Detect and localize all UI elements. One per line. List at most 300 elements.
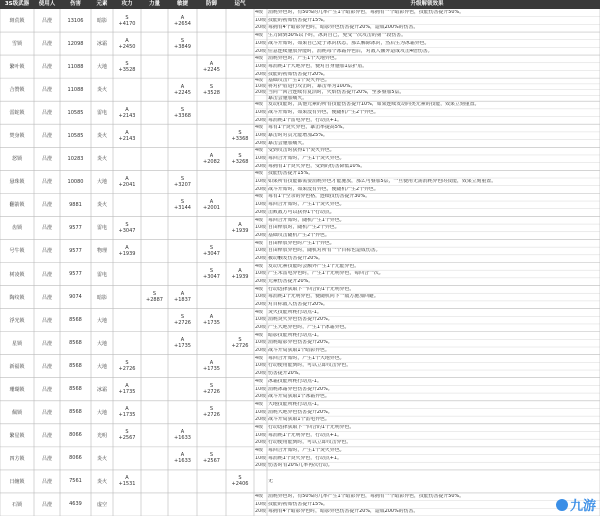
- effect-level: 10级: [255, 63, 267, 69]
- luck-stat: [226, 78, 254, 101]
- attack-stat: [113, 78, 141, 101]
- agility-stat: [168, 193, 197, 216]
- effect-level: 4级: [255, 33, 264, 39]
- strength-stat: [141, 239, 168, 262]
- header-strength: 力量: [148, 1, 160, 7]
- effect-text: 战斗开局获取1个雷电异色。: [268, 417, 330, 423]
- effect-line: [254, 310, 600, 315]
- weapon-name: 新福锁: [9, 363, 25, 370]
- agility-stat: [168, 55, 197, 78]
- strength-stat: [141, 124, 168, 147]
- effect-line: [254, 410, 600, 415]
- stat-grade: A: [125, 37, 129, 44]
- stat-grade: S: [152, 291, 157, 298]
- user-name: 吕澄: [41, 363, 52, 370]
- stat-bonus: +1735: [203, 366, 220, 373]
- damage-value: 8568: [69, 340, 82, 347]
- effect-text: 消耗炎火异色伤害提升20%。: [268, 317, 333, 323]
- stat-grade: S: [209, 452, 214, 459]
- attack-stat: [113, 286, 141, 309]
- stat-bonus: +3144: [174, 204, 191, 211]
- unlock-effects: [254, 239, 600, 262]
- header-effects: 升级解锁效果: [410, 1, 444, 7]
- stat-bonus: +2143: [118, 135, 136, 142]
- agility-stat: [168, 239, 197, 262]
- defense-stat: [197, 124, 226, 147]
- strength-stat: [141, 193, 168, 216]
- effect-line: [254, 340, 600, 345]
- user-name: 吕澄: [41, 248, 52, 255]
- effect-text: 技能的初始伤害提升15%。: [268, 17, 328, 23]
- stat-bonus: +3368: [231, 135, 249, 142]
- element: 雷电: [96, 225, 107, 232]
- stat-bonus: +2726: [203, 412, 220, 419]
- stat-grade: A: [209, 152, 214, 159]
- effect-level: 20级: [255, 509, 267, 515]
- effect-level: 20级: [255, 463, 267, 469]
- effect-text: 产生大地异色时，产生1个冰霜异色。: [268, 325, 350, 331]
- weapon-name: 翻箭锁: [9, 202, 25, 209]
- luck-stat: [226, 147, 254, 170]
- effect-line: [254, 502, 600, 507]
- unlock-effects: [254, 447, 600, 470]
- element: 炎火: [96, 133, 107, 140]
- effect-text: 基础攻击产生1个炎火异色。: [268, 78, 330, 84]
- effect-line: [254, 356, 600, 361]
- effect-text: 战斗开局获取1个冰霜异色。: [268, 394, 330, 400]
- effect-text: 任意连续施放异能时，消耗每个冰霜异色后，对敌人额外造成攻击4倍伤害。: [268, 48, 433, 54]
- effect-text: 受到攻击时获得1个炎火异色。: [268, 148, 335, 154]
- stat-bonus: +2245: [174, 89, 191, 96]
- stat-grade: A: [125, 106, 129, 113]
- effect-text: 产生未雷电异色时，产生1个光明异色，每回合一次。: [268, 271, 384, 277]
- effect-line: [254, 225, 600, 230]
- effect-text: 每消耗1个光明异色，便随机向下一敌方施加回避。: [268, 294, 379, 300]
- effect-line: [254, 141, 600, 146]
- agility-stat: [168, 401, 197, 424]
- agility-stat: [168, 355, 197, 378]
- strength-stat: [141, 216, 168, 239]
- stat-grade: S: [180, 175, 185, 182]
- stat-bonus: +2041: [118, 181, 136, 188]
- defense-stat: [197, 32, 226, 55]
- table-row: [0, 332, 600, 355]
- weapon-name: 繁叶锁: [9, 64, 25, 71]
- effect-text: 技能的初始伤害提升15%。: [268, 501, 328, 507]
- luck-stat: [226, 332, 254, 355]
- table-row: [0, 286, 600, 309]
- attack-stat: [113, 447, 141, 470]
- effect-line: [254, 463, 600, 468]
- attack-stat: [113, 216, 141, 239]
- unlock-effects: [254, 170, 600, 193]
- unlock-effects: [254, 147, 600, 170]
- damage-value: 13106: [67, 17, 84, 24]
- table-row: [0, 124, 600, 147]
- effect-text: 自由释放异色时产生1个异色。: [268, 240, 335, 246]
- stat-grade: A: [125, 244, 129, 251]
- effect-text: 将对护盾进行攻击时，暴击率为100%。: [268, 84, 356, 90]
- defense-stat: [197, 424, 226, 447]
- effect-text: 每拥有4个暗影异色时，暗影异色伤害提升20%，造成200%的伤害。: [268, 509, 419, 515]
- attack-stat: [113, 263, 141, 286]
- effect-text: 消耗大地异色伤害提升20%。: [268, 409, 333, 415]
- weapon-name: 佩锁: [11, 409, 22, 416]
- element: 大地: [96, 409, 107, 416]
- element: 大地: [96, 363, 107, 370]
- user-name: 吕澄: [41, 501, 52, 508]
- stat-bonus: +3368: [174, 112, 191, 119]
- stat-grade: A: [180, 291, 185, 298]
- damage-value: 9577: [69, 247, 82, 254]
- stat-bonus: +2654: [174, 20, 191, 27]
- agility-stat: [168, 424, 197, 447]
- strength-stat: [141, 309, 168, 332]
- effect-line: [254, 64, 600, 69]
- effect-line: [254, 333, 600, 338]
- stat-bonus: +2887: [146, 297, 163, 304]
- table-row: [0, 216, 600, 239]
- effect-line: [254, 264, 600, 269]
- stat-grade: S: [209, 268, 214, 275]
- effect-text: 每拥有1个炎火异色，受到的伤害降低10%。: [268, 163, 366, 169]
- effect-text: 消耗异色时，产生1个大地异色。: [268, 56, 340, 62]
- effect-line: [254, 18, 600, 23]
- effect-line: [254, 479, 600, 484]
- effect-line: [254, 156, 600, 161]
- defense-stat: [197, 101, 226, 124]
- effect-text: 行动使用能到时，可以立即攻击异色。: [268, 363, 352, 369]
- damage-value: 12098: [67, 40, 84, 47]
- stat-bonus: +2726: [118, 366, 136, 373]
- effect-level: 20级: [255, 25, 267, 31]
- effect-level: 20级: [255, 186, 267, 192]
- effect-level: 4级: [255, 355, 264, 361]
- luck-stat: [226, 9, 254, 32]
- effect-text: 每回合开始时，产生1个炎火异色。: [268, 447, 345, 453]
- luck-stat: [226, 32, 254, 55]
- user-name: 吕澄: [41, 64, 52, 71]
- strength-stat: [141, 401, 168, 424]
- weapon-name: 四方锁: [9, 455, 25, 462]
- effect-level: 10级: [255, 84, 267, 90]
- defense-stat: [197, 470, 226, 493]
- effect-text: 自由释放异色时，随机对所有一个目标也造成伤害。: [268, 248, 381, 254]
- agility-stat: [168, 78, 197, 101]
- effect-line: [254, 25, 600, 30]
- effect-line: [254, 102, 600, 107]
- attack-stat: [113, 55, 141, 78]
- user-name: 吕澄: [41, 41, 52, 48]
- defense-stat: [197, 401, 226, 424]
- effect-level: 20级: [255, 209, 267, 215]
- strength-stat: [141, 332, 168, 355]
- table-row: [0, 32, 600, 55]
- effect-line: [254, 348, 600, 353]
- defense-stat: [197, 9, 226, 32]
- stat-bonus: +2567: [203, 458, 220, 465]
- effect-line: [254, 179, 600, 184]
- effect-text: 消耗异色时，有50%的几率产生1个暗影异色，每拥有一个暗影异色，技能伤害提升50%。: [268, 494, 465, 500]
- watermark: [556, 495, 596, 514]
- effect-line: [254, 202, 600, 207]
- effect-line: [254, 287, 600, 292]
- effect-line: [254, 210, 600, 215]
- element: 炎火: [96, 156, 107, 163]
- stat-grade: S: [125, 429, 129, 436]
- user-name: 吕澄: [41, 225, 52, 232]
- luck-stat: [226, 470, 254, 493]
- luck-stat: [226, 355, 254, 378]
- stat-bonus: +2245: [203, 66, 220, 73]
- effect-line: [254, 84, 600, 89]
- stat-bonus: +2726: [203, 389, 220, 396]
- attack-stat: [113, 147, 141, 170]
- effect-text: 每回合开始时，产生1个大地异色。: [268, 355, 345, 361]
- weapon-name: 星锁: [11, 340, 22, 347]
- effect-line: [254, 148, 600, 153]
- stat-bonus: +1633: [174, 458, 191, 465]
- agility-stat: [168, 470, 197, 493]
- effect-line: [254, 279, 600, 284]
- effect-line: [254, 10, 600, 15]
- agility-stat: [168, 101, 197, 124]
- defense-stat: [197, 239, 226, 262]
- effect-level: 10级: [255, 271, 267, 277]
- stat-grade: A: [209, 314, 214, 321]
- damage-value: 9577: [69, 271, 82, 278]
- weapon-name: 树凌锁: [9, 271, 25, 278]
- element: 大地: [96, 64, 107, 71]
- stat-grade: S: [125, 221, 129, 228]
- damage-value: 10080: [67, 178, 84, 185]
- effect-text: 每有1个空余的异色格，连续技伤害提升30%。: [268, 194, 371, 200]
- stat-grade: S: [180, 37, 185, 44]
- unlock-effects: [254, 401, 600, 424]
- table-row: [0, 355, 600, 378]
- user-name: 吕澄: [41, 340, 52, 347]
- effect-level: 10级: [255, 179, 267, 185]
- damage-value: 11088: [67, 63, 84, 70]
- user-name: 吕澄: [41, 87, 52, 94]
- effect-level: 20级: [255, 325, 267, 331]
- effect-level: 4级: [255, 217, 264, 223]
- element: 冰霜: [96, 386, 107, 393]
- attack-stat: [113, 32, 141, 55]
- stat-bonus: +1939: [118, 250, 136, 257]
- unlock-effects: [254, 101, 600, 124]
- element: 冰霜: [96, 41, 107, 48]
- stat-grade: A: [180, 429, 185, 436]
- stat-grade: S: [209, 244, 214, 251]
- luck-stat: [226, 170, 254, 193]
- effect-line: [254, 433, 600, 438]
- damage-value: 8568: [69, 386, 82, 393]
- weapon-name: 齿锁: [11, 225, 22, 232]
- stat-grade: S: [209, 383, 214, 390]
- effect-text: 元素伤害提升20%。: [268, 278, 314, 284]
- table-row: [0, 424, 600, 447]
- stat-bonus: +2450: [118, 43, 136, 50]
- attack-stat: [113, 493, 141, 516]
- effect-text: 击败敌方可以获得1个行动点。: [268, 209, 335, 215]
- stat-grade: S: [209, 83, 214, 90]
- weapon-name: 浮光锁: [9, 317, 25, 324]
- effect-line: [254, 171, 600, 176]
- effect-text: 行动使用能到时，可以立即攻击异色。: [268, 440, 352, 446]
- stat-bonus: +3268: [231, 158, 249, 165]
- effect-line: [254, 509, 600, 514]
- damage-value: 11088: [67, 86, 84, 93]
- strength-stat: [141, 55, 168, 78]
- defense-stat: [197, 378, 226, 401]
- effect-line: [254, 110, 600, 115]
- stat-grade: A: [209, 198, 214, 205]
- effect-line: [254, 133, 600, 138]
- effect-line: [254, 218, 600, 223]
- stat-grade: S: [180, 314, 185, 321]
- effect-level: 4级: [255, 171, 264, 177]
- strength-stat: [141, 147, 168, 170]
- stat-grade: A: [125, 475, 129, 482]
- effect-text: 每消耗1个炎火异色，行动点+1。: [268, 455, 342, 461]
- damage-value: 10585: [67, 132, 84, 139]
- element: 大地: [96, 179, 107, 186]
- element: 暗影: [96, 294, 107, 301]
- stat-grade: A: [180, 14, 185, 21]
- unlock-effects: [254, 493, 600, 516]
- luck-stat: [226, 101, 254, 124]
- effect-text: 炎火技能所耗行动点-1。: [268, 309, 322, 315]
- element: 雷电: [96, 271, 107, 278]
- damage-value: 8568: [69, 363, 82, 370]
- defense-stat: [197, 286, 226, 309]
- stat-bonus: +1531: [118, 481, 136, 488]
- effect-line: [254, 371, 600, 376]
- damage-value: 10585: [67, 109, 84, 116]
- element: 炎火: [96, 455, 107, 462]
- unlock-effects: [254, 216, 600, 239]
- user-name: 吕澄: [41, 409, 52, 416]
- stat-bonus: +2406: [231, 481, 249, 488]
- attack-stat: [113, 355, 141, 378]
- effect-text: 技能的初始伤害提升20%。: [268, 71, 328, 77]
- luck-stat: [226, 239, 254, 262]
- element: 大地: [96, 317, 107, 324]
- table-row: [0, 9, 600, 32]
- strength-stat: [141, 378, 168, 401]
- luck-stat: [226, 493, 254, 516]
- effect-text: 暴击会施加痛火。: [268, 140, 308, 146]
- stat-grade: S: [238, 337, 242, 344]
- effect-text: 战斗开始时，如果没有异色，便随机产生2个异色。: [268, 109, 379, 115]
- effect-line: [254, 402, 600, 407]
- effect-level: 10级: [255, 340, 267, 346]
- effect-text: 被动触发伤害提升20%。: [268, 255, 323, 261]
- damage-value: 9074: [69, 294, 82, 301]
- strength-stat: [141, 32, 168, 55]
- effect-line: [254, 49, 600, 54]
- effect-text: 战斗开始时，如果自己处于冰封状态，那么解除冰封，然后生为冰霜异色。: [268, 40, 430, 46]
- stat-grade: A: [125, 175, 129, 182]
- stat-bonus: +3528: [203, 89, 220, 96]
- stat-grade: S: [238, 129, 242, 136]
- unlock-effects: [254, 55, 600, 78]
- defense-stat: [197, 147, 226, 170]
- defense-stat: [197, 355, 226, 378]
- effect-level: 20级: [255, 71, 267, 77]
- user-name: 吕澄: [41, 478, 52, 485]
- effect-level: 20级: [255, 417, 267, 423]
- effect-line: [254, 241, 600, 246]
- effect-line: [254, 379, 600, 384]
- agility-stat: [168, 9, 197, 32]
- strength-stat: [141, 424, 168, 447]
- effect-level: 20级: [255, 440, 267, 446]
- weapon-name: 合赞锁: [9, 87, 25, 94]
- stat-grade: A: [180, 452, 185, 459]
- effect-line: [254, 41, 600, 46]
- element: 光明: [96, 432, 107, 439]
- user-name: 吕澄: [41, 156, 52, 163]
- effect-level: 4级: [255, 56, 264, 62]
- effect-text: 技能伤害提升15%。: [268, 171, 314, 177]
- effect-level: 20级: [255, 394, 267, 400]
- stat-bonus: +2567: [118, 435, 136, 442]
- effect-text: 发动元素技能时会额外产生1个元能异色。: [268, 263, 360, 269]
- effect-text: 当同一回合连续有复活时，火焰伤害提升20%，至多叠加5层。: [268, 89, 405, 95]
- effect-text: 暴击会施加痛火。: [268, 95, 308, 101]
- effect-line: [254, 233, 600, 238]
- user-name: 吕澄: [41, 179, 52, 186]
- user-name: 吕澄: [41, 294, 52, 301]
- luck-stat: [226, 286, 254, 309]
- attack-stat: [113, 332, 141, 355]
- damage-value: 8568: [69, 409, 82, 416]
- attack-stat: [113, 309, 141, 332]
- stat-bonus: +1939: [231, 274, 249, 281]
- damage-value: 7561: [69, 478, 82, 485]
- stat-grade: A: [125, 383, 129, 390]
- stat-grade: A: [209, 360, 214, 367]
- stat-grade: S: [180, 198, 185, 205]
- weapon-name: 斑荒锁: [9, 18, 25, 25]
- user-name: 吕澄: [41, 133, 52, 140]
- attack-stat: [113, 193, 141, 216]
- effect-line: [254, 394, 600, 399]
- effect-level: 10级: [255, 432, 267, 438]
- strength-stat: [141, 470, 168, 493]
- effect-line: [254, 194, 600, 199]
- element: 暗影: [96, 18, 107, 25]
- element: 炎火: [96, 478, 107, 485]
- agility-stat: [168, 124, 197, 147]
- damage-value: 8568: [69, 317, 82, 324]
- watermark-logo-icon: [556, 499, 568, 511]
- effect-text: 发动技能时，其他元素的所有技能伤害提升10%，如果连续发动同类元素的技能，效果立刻重置。: [268, 102, 480, 108]
- stat-bonus: +2143: [118, 112, 136, 119]
- unlock-effects: [254, 470, 600, 493]
- header-element: 元素: [96, 1, 108, 7]
- luck-stat: [226, 309, 254, 332]
- weapon-name: 雪锁: [11, 41, 22, 48]
- effect-text: 每消耗1个雷电异色，行动点+1。: [268, 117, 342, 123]
- effect-text: 每有1个炎火异色，暴击率提高5%。: [268, 125, 348, 131]
- effect-level: 4级: [255, 102, 264, 108]
- agility-stat: [168, 216, 197, 239]
- stat-bonus: +1633: [174, 435, 191, 442]
- effect-level: 20级: [255, 348, 267, 354]
